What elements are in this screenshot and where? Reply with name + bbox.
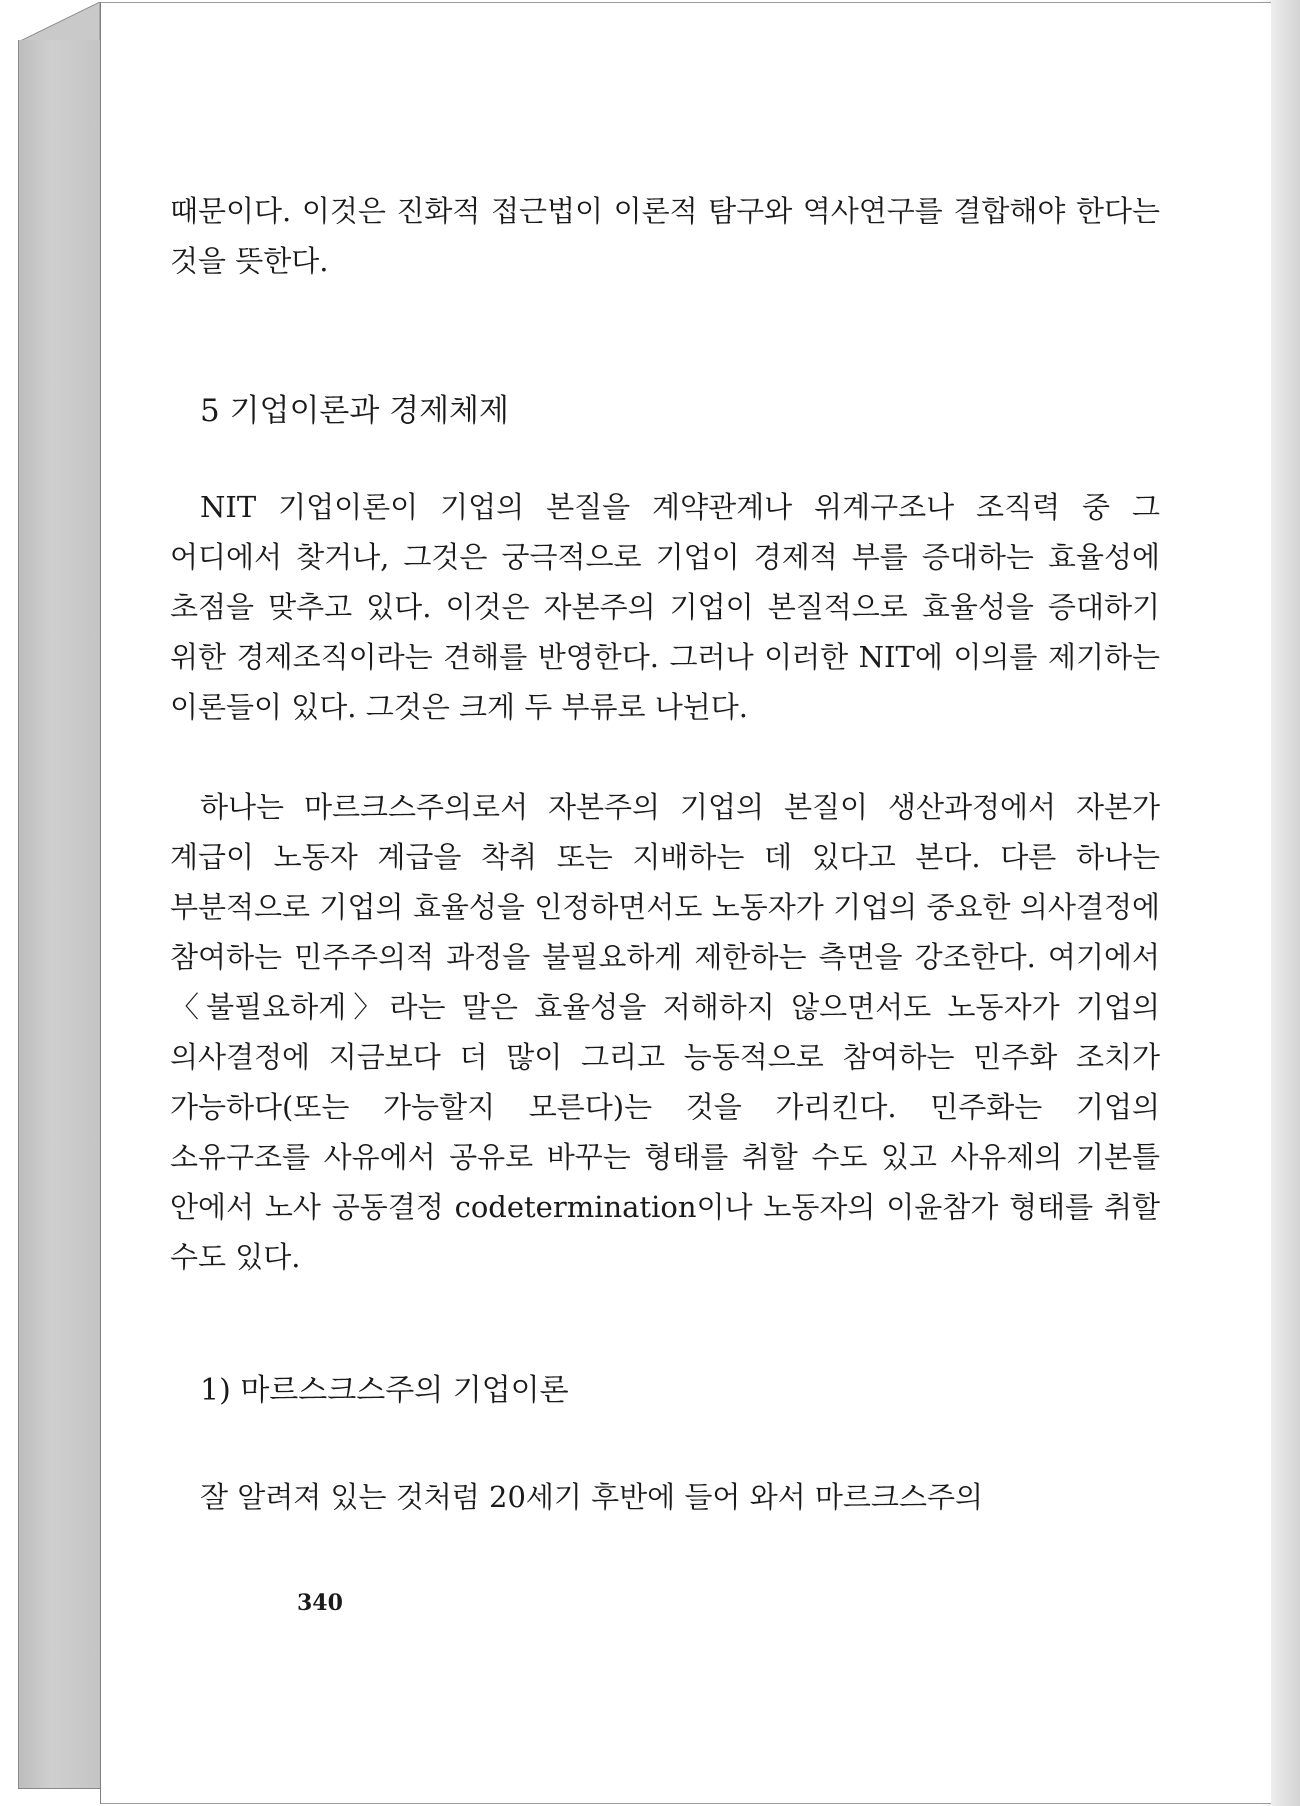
paragraph-2: [170, 782, 1160, 1282]
paragraph-1-text: NIT 기업이론이 기업의 본질을 계약관계나 위계구조나 조직력 중 그 어디에서 찾거나, 그것은 궁극적으로 기업이 경제적 부를 증대하는 효율성에 초점을 맞추고 있다. 이것은 자본주의 기업이 본질적으로 효율성을 증대하기 위한 경제조직이라는 견해를 반영한다. 그러나 이러한 NIT에 이의를 제기하는 이론들이 있다. 그것은 크게 두 부류로 나뉜다.: [170, 490, 1160, 724]
paragraph-2-block: [170, 782, 1160, 1282]
subsection-heading: 1) 마르스크스주의 기업이론: [200, 1373, 569, 1408]
page-number: 340: [297, 1590, 343, 1616]
section-heading: 5 기업이론과 경제체제: [200, 393, 509, 429]
book-spine: [18, 40, 101, 1789]
paragraph-1: [170, 482, 1160, 732]
paragraph-3-text: 잘 알려져 있는 것처럼 20세기 후반에 들어 와서 마르크스주의: [200, 1480, 983, 1514]
section-heading-block: [170, 386, 1160, 436]
paragraph-2-text: 하나는 마르크스주의로서 자본주의 기업의 본질이 생산과정에서 자본가 계급이 노동자 계급을 착취 또는 지배하는 데 있다고 본다. 다른 하나는 부분적으로 기업의 효율성을 인정하면서도 노동자가 기업의 중요한 의사결정에 참여하는 민주주의적 과정을 불필요하게 제한하는 측면을 강조한다. 여기에서 〈불필요하게〉라는 말은 효율성을 저해하지 않으면서도 노동자가 기업의 의사결정에 지금보다 더 많이 그리고 능동적으로 참여하는 민주화 조치가 가능하다(또는 가능할지 모른다)는 것을 가리킨다. 민주화는 기업의 소유구조를 사유에서 공유로 바꾸는 형태를 취할 수도 있고 사유제의 기본틀 안에서 노사 공동결정 codetermination이나 노동자의 이윤참가 형태를 취할 수도 있다.: [170, 790, 1160, 1274]
paragraph-3-block: [170, 1472, 1160, 1522]
paragraph-3: [170, 1472, 1160, 1522]
subsection-heading-block: [170, 1366, 1160, 1416]
opening-paragraph: 때문이다. 이것은 진화적 접근법이 이론적 탐구와 역사연구를 결합해야 한다는 것을 뜻한다.: [170, 194, 1160, 278]
paragraph-1-block: [170, 482, 1160, 732]
book-spine-top: [18, 2, 100, 42]
opening-paragraph-block: [170, 186, 1160, 286]
